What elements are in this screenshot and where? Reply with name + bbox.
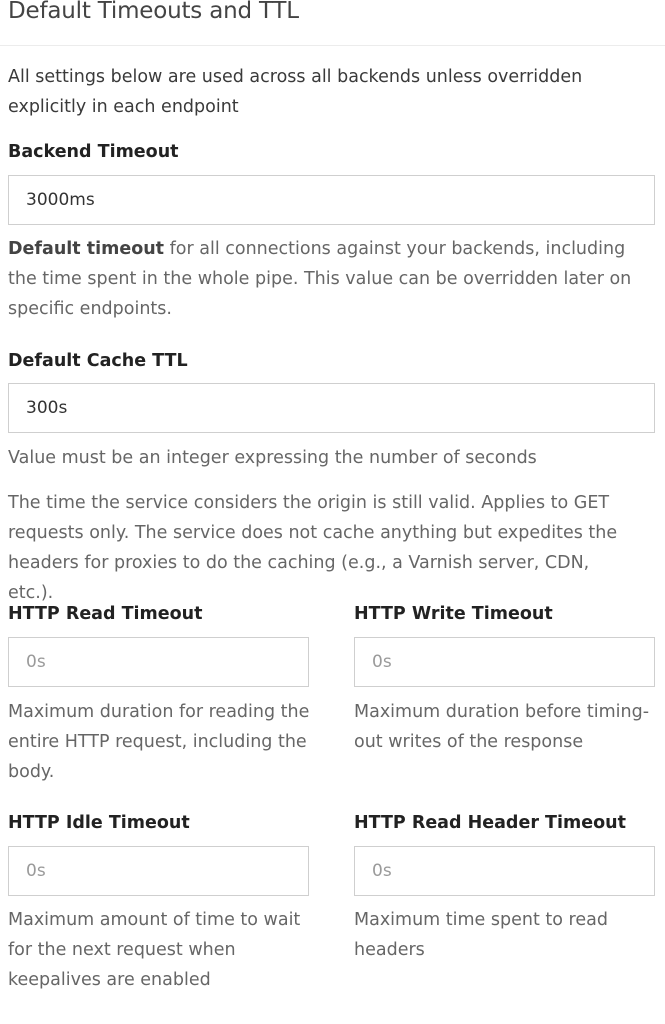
title-divider bbox=[0, 45, 665, 46]
backend-timeout-input[interactable] bbox=[8, 175, 655, 225]
http-idle-timeout-input[interactable] bbox=[8, 846, 309, 896]
http-write-timeout-help: Maximum duration before timing-out writes of the response bbox=[354, 702, 650, 752]
section-description: All settings below are used across all backends unless overridden explicitly in each endpoint bbox=[8, 67, 583, 117]
http-idle-timeout-help: Maximum amount of time to wait for the next request when keepalives are enabled bbox=[8, 910, 301, 990]
backend-timeout-label: Backend Timeout bbox=[8, 142, 179, 162]
backend-timeout-help-text: for all connections against your backends, including the time spent in the whole pipe. This value can be overridden later on specific endpoints. bbox=[8, 239, 632, 319]
cache-ttl-label: Default Cache TTL bbox=[8, 351, 188, 371]
http-write-timeout-input[interactable] bbox=[354, 637, 655, 687]
http-read-header-timeout-label: HTTP Read Header Timeout bbox=[354, 813, 626, 833]
http-read-header-timeout-help: Maximum time spent to read headers bbox=[354, 910, 608, 960]
cache-ttl-input[interactable] bbox=[8, 383, 655, 433]
section-title: Default Timeouts and TTL bbox=[8, 0, 299, 24]
backend-timeout-help-bold: Default timeout bbox=[8, 239, 165, 259]
http-read-timeout-help: Maximum duration for reading the entire HTTP request, including the body. bbox=[8, 702, 310, 782]
backend-timeout-help bbox=[8, 234, 653, 324]
http-read-timeout-input[interactable] bbox=[8, 637, 309, 687]
cache-ttl-help-validation: Value must be an integer expressing the number of seconds bbox=[8, 448, 537, 468]
http-read-timeout-label: HTTP Read Timeout bbox=[8, 604, 203, 624]
http-read-header-timeout-input[interactable] bbox=[354, 846, 655, 896]
http-write-timeout-label: HTTP Write Timeout bbox=[354, 604, 553, 624]
cache-ttl-help-description: The time the service considers the origin is still valid. Applies to GET requests only. The service does not cache anything but expedites the headers for proxies to do the caching (e.g., a Varnish server, CDN, etc.). bbox=[8, 493, 618, 603]
http-idle-timeout-label: HTTP Idle Timeout bbox=[8, 813, 190, 833]
